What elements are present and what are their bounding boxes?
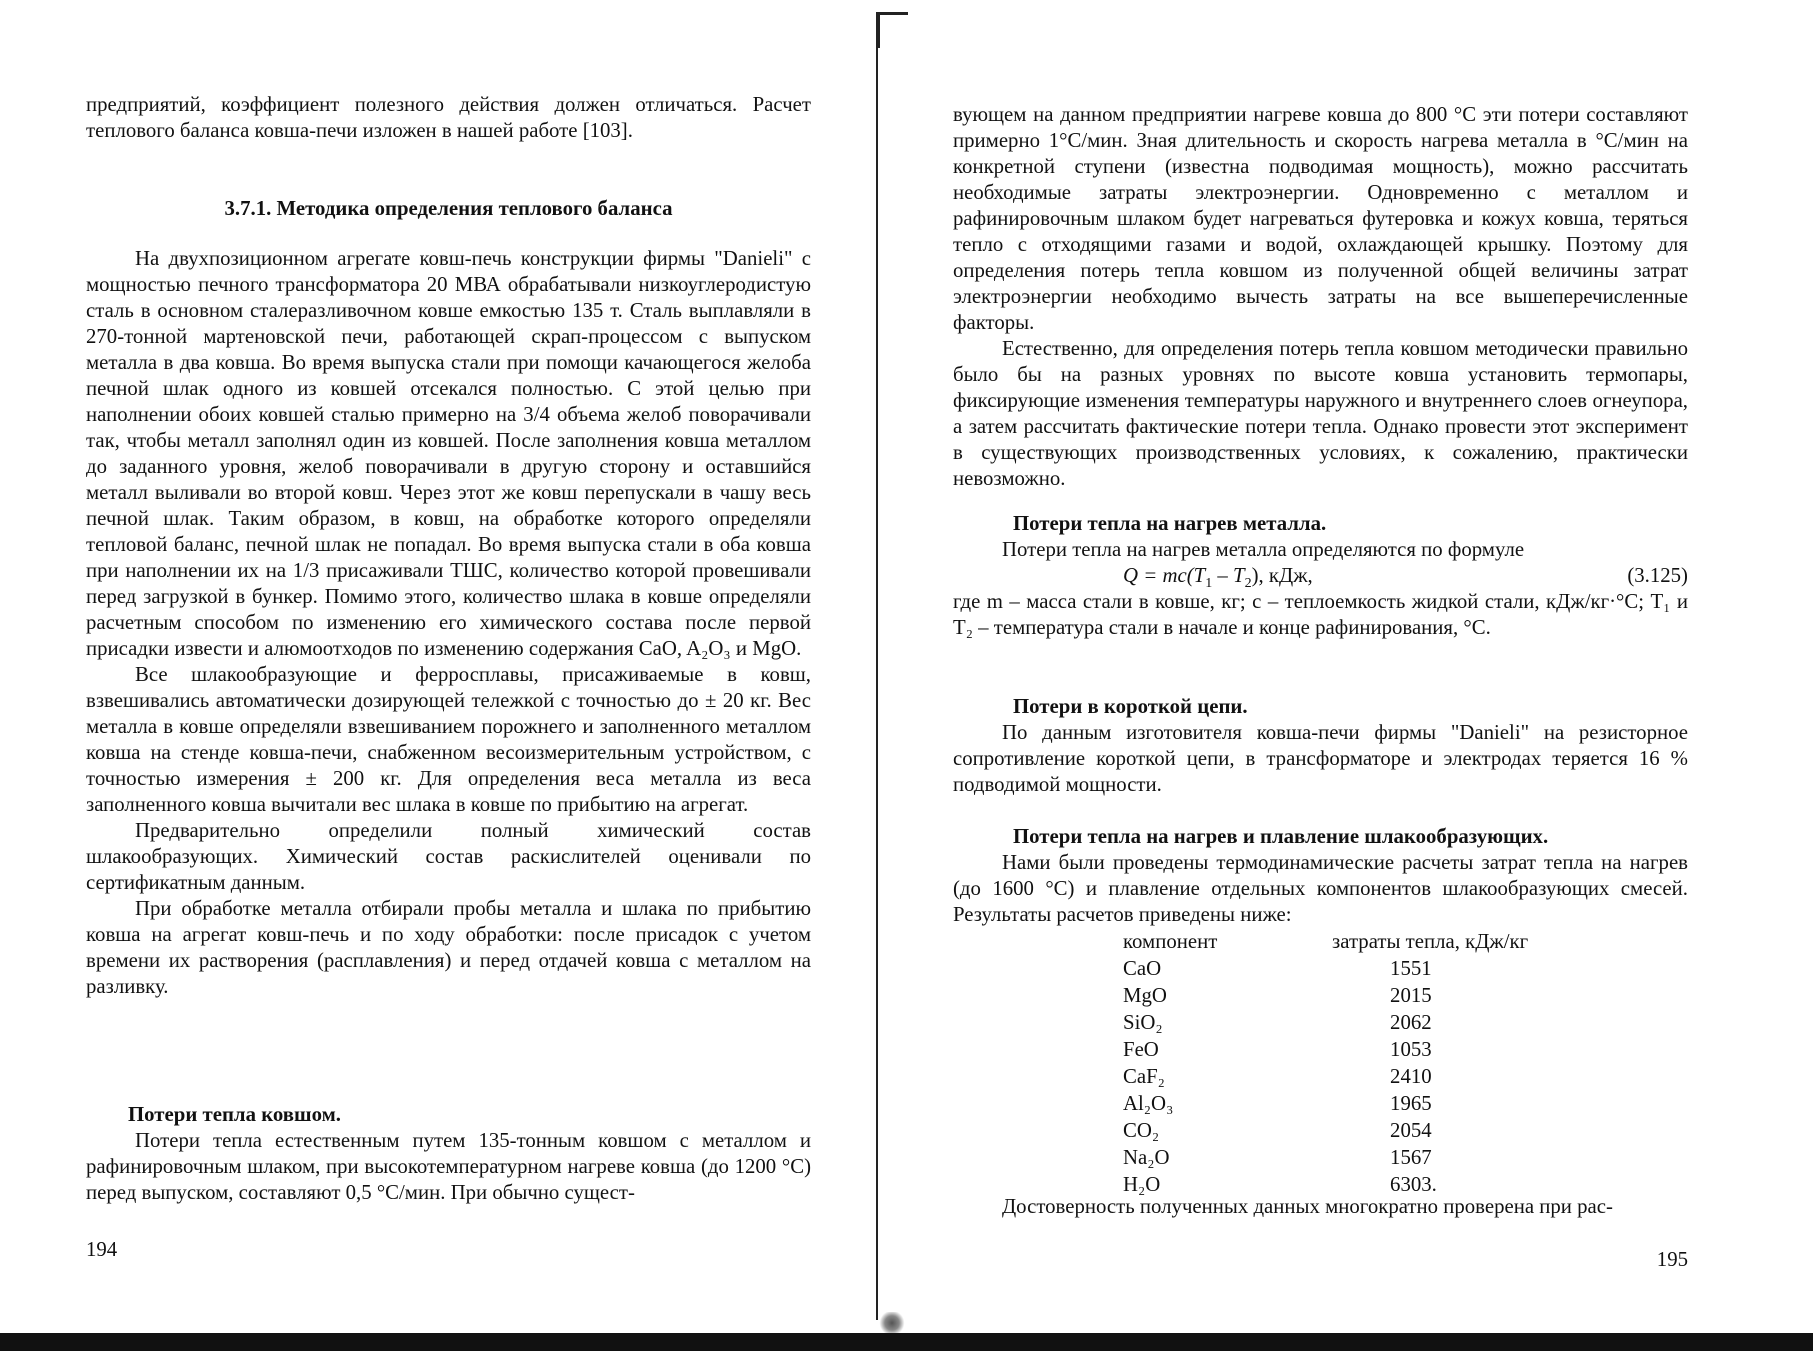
circuit-block (953, 694, 1688, 798)
table-cell: 2015 (1390, 984, 1432, 1007)
page-number-right: 195 (1656, 1248, 1688, 1271)
metal-block (953, 511, 1688, 641)
table-row (1123, 1009, 1688, 1036)
table-cell: Al₂O₃ (1123, 1092, 1174, 1115)
left-section-heading-block (86, 196, 811, 222)
table-header: компонент (1123, 930, 1218, 953)
table-cell: MgO (1123, 984, 1167, 1007)
right-top-block (953, 102, 1688, 492)
table-row (1123, 955, 1688, 982)
table-cell: 1551 (1390, 957, 1432, 980)
formula-3-125 (953, 563, 1688, 592)
body-paragraph: Предварительно определили полный химический состав шлакообразующих. Химический состав раскислителей оценивали по сертификатным данным. (86, 819, 811, 894)
table-row (1123, 1090, 1688, 1117)
slag-paragraph: Нами были проведены термодинамические расчеты затрат тепла на нагрев (до 1600 °С) и плавление отдельных компонентов шлакообразующих смесей. Результаты расчетов приведены ниже: (953, 851, 1688, 926)
final-line-block (953, 1194, 1688, 1220)
table-cell: 1567 (1390, 1146, 1432, 1169)
metal-intro: Потери тепла на нагрев металла определяются по формуле (1002, 538, 1525, 561)
binding-mark-top (878, 12, 908, 15)
left-body (86, 246, 811, 1000)
ladle-paragraph: Потери тепла естественным путем 135-тонным ковшом с металлом и рафинировочным шлаком, при высокотемпературном нагреве ковша (до 1200 °С) перед выпуском, составляют 0,5 °С/мин. При обычно сущест- (86, 1129, 811, 1204)
body-paragraph: Естественно, для определения потерь тепла ковшом методически правильно было бы на разных уровнях по высоте ковша установить термопары, фиксирующие изменения температуры наружного и внутреннего слоев огнеупора, а затем рассчитать фактические потери тепла. Однако провести этот эксперимент в существующих производственных условиях, к сожалению, практически невозможно. (953, 337, 1688, 490)
page-number-left: 194 (86, 1238, 118, 1261)
formula-expression: $Q = mc(T_1 - T_2)$, кДж, (1123, 564, 1313, 592)
table-row (1123, 1117, 1688, 1144)
section-heading: 3.7.1. Методика определения теплового баланса (224, 197, 673, 220)
heat-cost-table (1123, 928, 1688, 1198)
table-header: затраты тепла, кДж/кг (1332, 930, 1529, 953)
table-cell: 1965 (1390, 1092, 1432, 1115)
body-paragraph: На двухпозиционном агрегате ковш-печь конструкции фирмы "Danieli" с мощностью печного трансформатора 20 МВА обрабатывали низкоуглеродистую сталь в основном сталеразливочном ковше емкостью 135 т. Сталь выплавляли в 270-тонной мартеновской печи, работающей скрап-процессом с выпуском металла в два ковша. Во время выпуска стали при помощи качающегося желоба печной шлак одного из ковшей отсекался полностью. С этой целью при наполнении обоих ковшей сталью примерно на 3/4 объема желоб поворачивали так, чтобы металл заполнял один из ковшей. После заполнения ковша металлом до заданного уровня, желоб поворачивали в другую сторону и оставшийся металл выливали во второй ковш. Через этот же ковш перепускали в чашу весь печной шлак. Таким образом, в ковш, на обработке которого определяли тепловой баланс, печной шлак не попадал. Во время выпуска стали в оба ковша при наполнении их на 1/3 присаживали ТШС, количество которой провешивали перед загрузкой в бункер. Помимо этого, количество шлака в ковше определяли расчетным способом по изменению его химического состава после первой присадки извести и алюмоотходов по изменению содержания CaO, A₂O₃ и MgO. (86, 247, 811, 660)
book-spine (876, 20, 878, 1320)
body-paragraph: Все шлакообразующие и ферросплавы, присаживаемые в ковш, взвешивались автоматически дозирующей тележкой с точностью до ± 20 кг. Вес металла в ковше определяли взвешиванием порожнего и заполненного металлом ковша на стенде ковша-печи, снабженном весоизмерительным устройством, с точностью измерения ± 200 кг. Для определения веса металла из веса заполненного ковша вычитали вес шлака в ковше по прибытию на агрегат. (86, 663, 811, 816)
table-cell: 2054 (1390, 1119, 1432, 1142)
left-ladle-block (86, 1102, 811, 1206)
scan-bottom-edge (0, 1333, 1813, 1351)
subheading-circuit: Потери в короткой цепи. (1013, 695, 1248, 718)
scan-smudge (878, 1312, 906, 1334)
subheading-metal: Потери тепла на нагрев металла. (1013, 512, 1327, 535)
left-top-block (86, 92, 811, 144)
table-cell: FeO (1123, 1038, 1159, 1061)
table-cell: 1053 (1390, 1038, 1432, 1061)
subheading-slag: Потери тепла на нагрев и плавление шлакообразующих. (1013, 825, 1549, 848)
table-row (1123, 982, 1688, 1009)
left-top-paragraph: предприятий, коэффициент полезного действия должен отличаться. Расчет теплового баланса ковша-печи изложен в нашей работе [103]. (86, 93, 811, 142)
table-cell: 6303. (1390, 1173, 1437, 1196)
table-cell: H₂O (1123, 1173, 1161, 1196)
table-cell: 2062 (1390, 1011, 1432, 1034)
table-row (1123, 1144, 1688, 1171)
formula-explanation: где m – масса стали в ковше, кг; c – теплоемкость жидкой стали, кДж/кг·°С; T₁ и T₂ – температура стали в начале и конце рафинирования, °С. (953, 590, 1688, 639)
table-cell: 2410 (1390, 1065, 1432, 1088)
table-row (1123, 1036, 1688, 1063)
table-cell: SiO₂ (1123, 1011, 1163, 1034)
table-cell: Na₂O (1123, 1146, 1170, 1169)
circuit-paragraph: По данным изготовителя ковша-печи фирмы "Danieli" на резисторное сопротивление короткой цепи, в трансформаторе и электродах теряется 16 % подводимой мощности. (953, 721, 1688, 796)
table-header-row (1123, 928, 1688, 955)
table-cell: CO₂ (1123, 1119, 1160, 1142)
body-paragraph: При обработке металла отбирали пробы металла и шлака по прибытию ковша на агрегат ковш-печь и по ходу обработки: после присадок с учетом времени их растворения (расплавления) и перед отдачей ковша с металлом на разливку. (86, 897, 811, 998)
right-top-paragraph: вующем на данном предприятии нагреве ковша до 800 °С эти потери составляют примерно 1°С/мин. Зная длительность и скорость нагрева металла в °С/мин на конкретной ступени (известна подводимая мощность), можно рассчитать необходимые затраты электроэнергии. Одновременно с металлом и рафинировочным шлаком будет нагреваться футеровка и кожух ковша, теряться тепло с отходящими газами и водой, охлаждающей крышку. Поэтому для определения потерь тепла ковшом из полученной общей величины затрат электроэнергии необходимо вычесть затраты на все вышеперечисленные факторы. (953, 103, 1688, 334)
slag-block (953, 824, 1688, 928)
formula-number: (3.125) (1627, 564, 1688, 587)
table-row (1123, 1063, 1688, 1090)
final-line: Достоверность полученных данных многократно проверена при рас- (1002, 1195, 1613, 1218)
table-cell: CaO (1123, 957, 1162, 980)
subheading-ladle: Потери тепла ковшом. (128, 1103, 341, 1126)
table-cell: CaF₂ (1123, 1065, 1165, 1088)
